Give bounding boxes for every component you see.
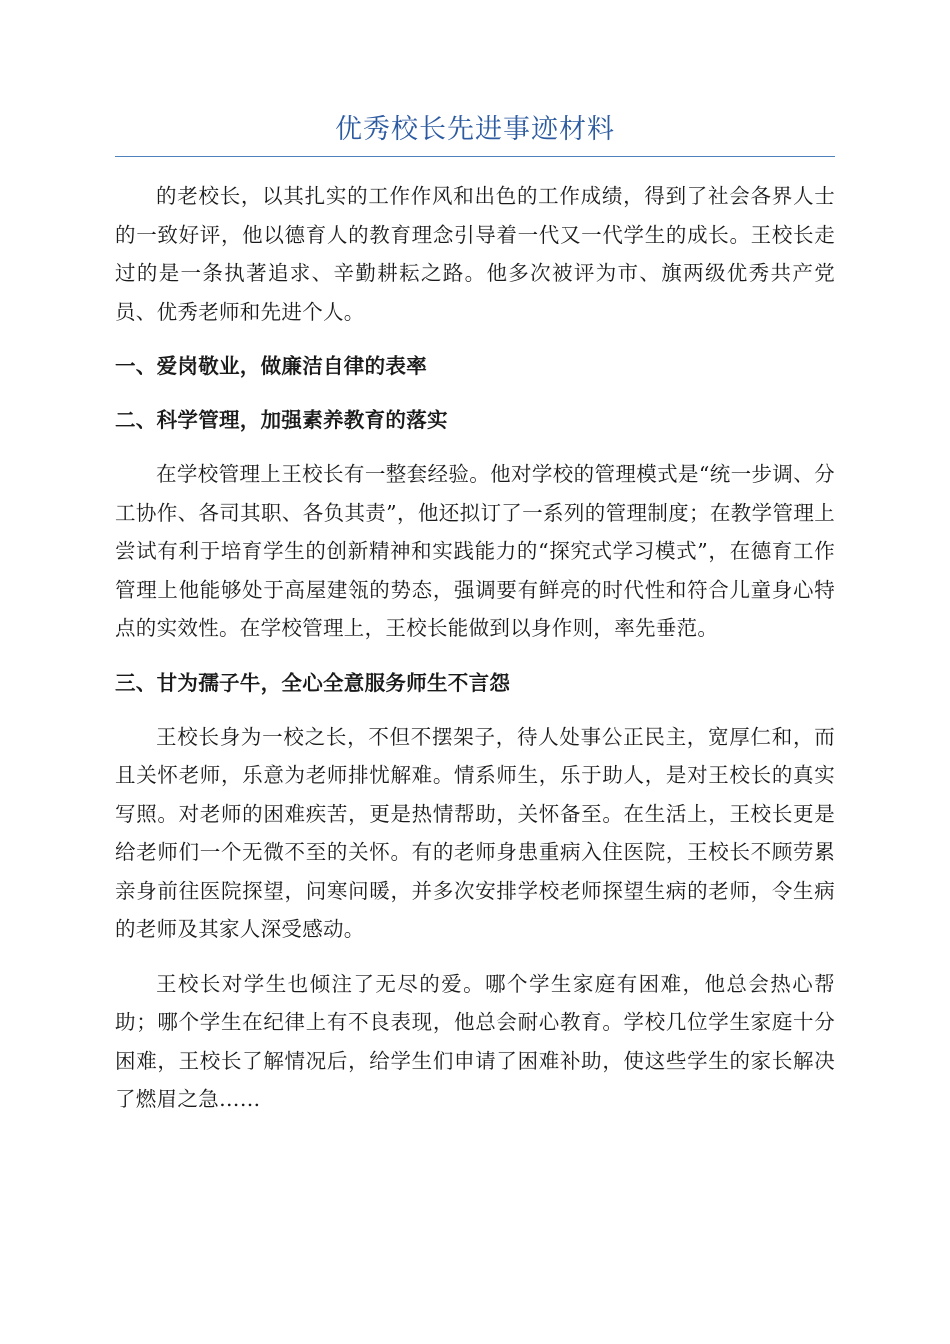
document-page — [115, 110, 835, 1135]
section-heading-2: 二、科学管理，加强素养教育的落实 — [115, 408, 448, 432]
section-3-paragraph-1: 王校长身为一校之长，不但不摆架子，待人处事公正民主，宽厚仁和，而且关怀老师，乐意为老师排忧解难。情系师生，乐于助人，是对王校长的真实写照。对老师的困难疾苦，更是热情帮助，关怀备至。在生活上，王校长更是给老师们一个无微不至的关怀。有的老师身患重病入住医院，王校长不顾劳累亲身前往医院探望，问寒问暖，并多次安排学校老师探望生病的老师，令生病的老师及其家人深受感动。 — [115, 724, 835, 941]
title-underline — [115, 156, 835, 157]
section-heading-3: 三、甘为孺子牛，全心全意服务师生不言怨 — [115, 670, 511, 695]
intro-paragraph: 的老校长，以其扎实的工作作风和出色的工作成绩，得到了社会各界人士的一致好评，他以德育人的教育理念引导着一代又一代学生的成长。王校长走过的是一条执著追求、辛勤耕耘之路。他多次被评为市、旗两级优秀共产党员、优秀老师和先进个人。 — [115, 184, 835, 324]
section-heading-1: 一、爱岗敬业，做廉洁自律的表率 — [115, 354, 427, 378]
section-3-paragraph-2: 王校长对学生也倾注了无尽的爱。哪个学生家庭有困难，他总会热心帮助；哪个学生在纪律上有不良表现，他总会耐心教育。学校几位学生家庭十分困难，王校长了解情况后，给学生们申请了困难补助，使这些学生的家长解决了燃眉之急…… — [115, 971, 835, 1111]
document-title: 优秀校长先进事迹材料 — [335, 114, 615, 145]
section-2-paragraph: 在学校管理上王校长有一整套经验。他对学校的管理模式是“统一步调、分工协作、各司其职、各负其责”，他还拟订了一系列的管理制度；在教学管理上尝试有利于培育学生的创新精神和实践能力的“探究式学习模式”，在德育工作管理上他能够处于高屋建瓴的势态，强调要有鲜亮的时代性和符合儿童身心特点的实效性。在学校管理上，王校长能做到以身作则，率先垂范。 — [115, 462, 835, 640]
